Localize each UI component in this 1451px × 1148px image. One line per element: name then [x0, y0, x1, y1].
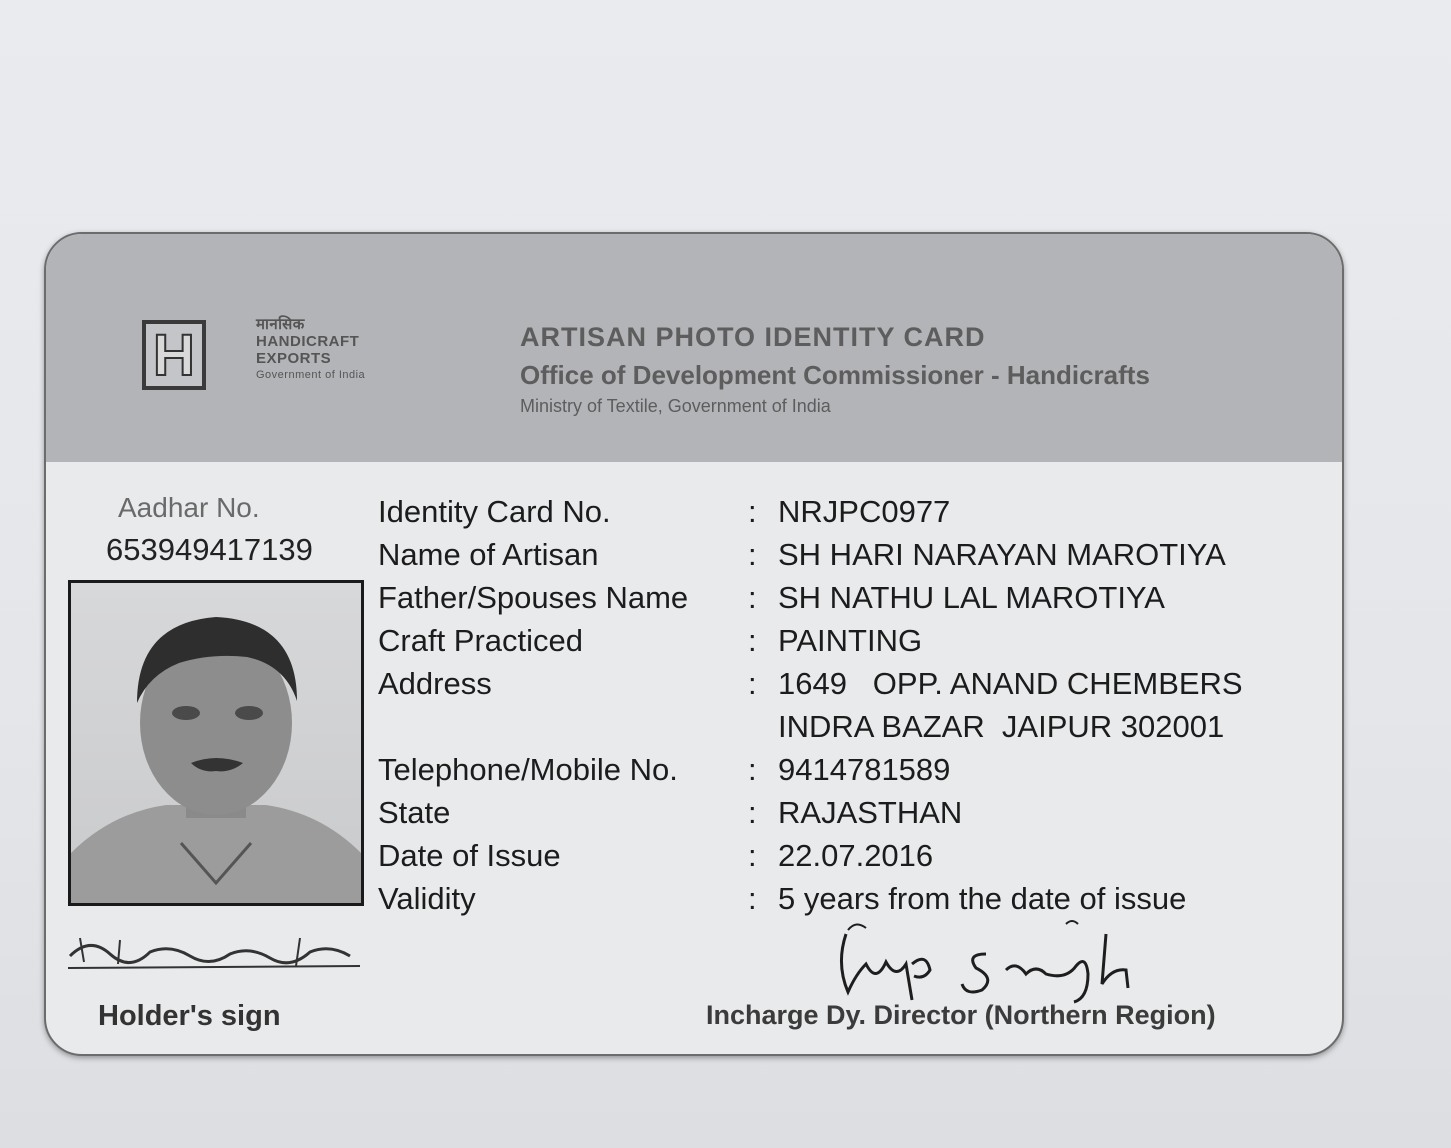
field-value: 9414781589	[778, 751, 951, 787]
field-label: Identity Card No.	[378, 493, 611, 529]
logo-text-line: HANDICRAFT	[256, 333, 360, 350]
field-label: Validity	[378, 880, 476, 916]
field-colon: :	[748, 665, 757, 701]
field-colon: :	[748, 536, 757, 572]
aadhar-label: Aadhar No.	[118, 492, 260, 523]
field-colon: :	[748, 622, 757, 658]
ministry-name: Ministry of Textile, Government of India	[520, 396, 831, 416]
field-value: SH NATHU LAL MAROTIYA	[778, 579, 1165, 615]
office-name: Office of Development Commissioner - Handicrafts	[520, 360, 1150, 390]
field-colon: :	[748, 837, 757, 873]
field-row-father-spouses-name	[378, 576, 1328, 619]
field-value: RAJASTHAN	[778, 794, 963, 830]
field-row-date-of-issue	[378, 834, 1328, 877]
field-value: NRJPC0977	[778, 493, 951, 529]
field-value: INDRA BAZAR JAIPUR 302001	[778, 708, 1225, 744]
card-title: ARTISAN PHOTO IDENTITY CARD	[520, 322, 986, 352]
field-colon: :	[748, 579, 757, 615]
field-label: Name of Artisan	[378, 536, 599, 572]
field-colon: :	[748, 751, 757, 787]
artisan-id-card	[44, 232, 1344, 1056]
field-label: Telephone/Mobile No.	[378, 751, 678, 787]
field-value: 5 years from the date of issue	[778, 880, 1187, 916]
artisan-photo	[68, 580, 364, 906]
field-label: Craft Practiced	[378, 622, 584, 658]
field-label: Date of Issue	[378, 837, 561, 873]
logo-text-line: मानसिक	[256, 316, 305, 333]
field-value: SH HARI NARAYAN MAROTIYA	[778, 536, 1226, 572]
field-value: 22.07.2016	[778, 837, 934, 873]
field-row-identity-card-no	[378, 490, 1328, 533]
field-row-address	[378, 662, 1328, 705]
field-colon: :	[748, 794, 757, 830]
field-row-name-of-artisan	[378, 533, 1328, 576]
field-row-craft-practiced	[378, 619, 1328, 662]
logo-text-line: EXPORTS	[256, 350, 332, 367]
logo-text	[256, 316, 496, 384]
card-fields	[378, 490, 1328, 920]
logo-letter: H	[153, 322, 195, 388]
handicrafts-logo	[142, 320, 206, 390]
field-colon: :	[748, 493, 757, 529]
field-row-telephone	[378, 748, 1328, 791]
director-signature	[826, 914, 1166, 1010]
field-label: Address	[378, 665, 492, 701]
field-label: State	[378, 794, 451, 830]
aadhar-number: 653949417139	[106, 532, 313, 567]
field-value: 1649 OPP. ANAND CHEMBERS	[778, 665, 1243, 701]
field-row-address-continued	[378, 705, 1328, 748]
director-sign-label: Incharge Dy. Director (Northern Region)	[706, 1000, 1216, 1030]
field-value: PAINTING	[778, 622, 923, 658]
logo-text-line: Government of India	[256, 369, 366, 381]
field-label: Father/Spouses Name	[378, 579, 689, 615]
field-row-state	[378, 791, 1328, 834]
holder-signature	[60, 926, 380, 986]
portrait-illustration	[71, 583, 361, 903]
holder-sign-label: Holder's sign	[98, 1000, 281, 1032]
card-header	[46, 234, 1342, 462]
field-colon: :	[748, 880, 757, 916]
